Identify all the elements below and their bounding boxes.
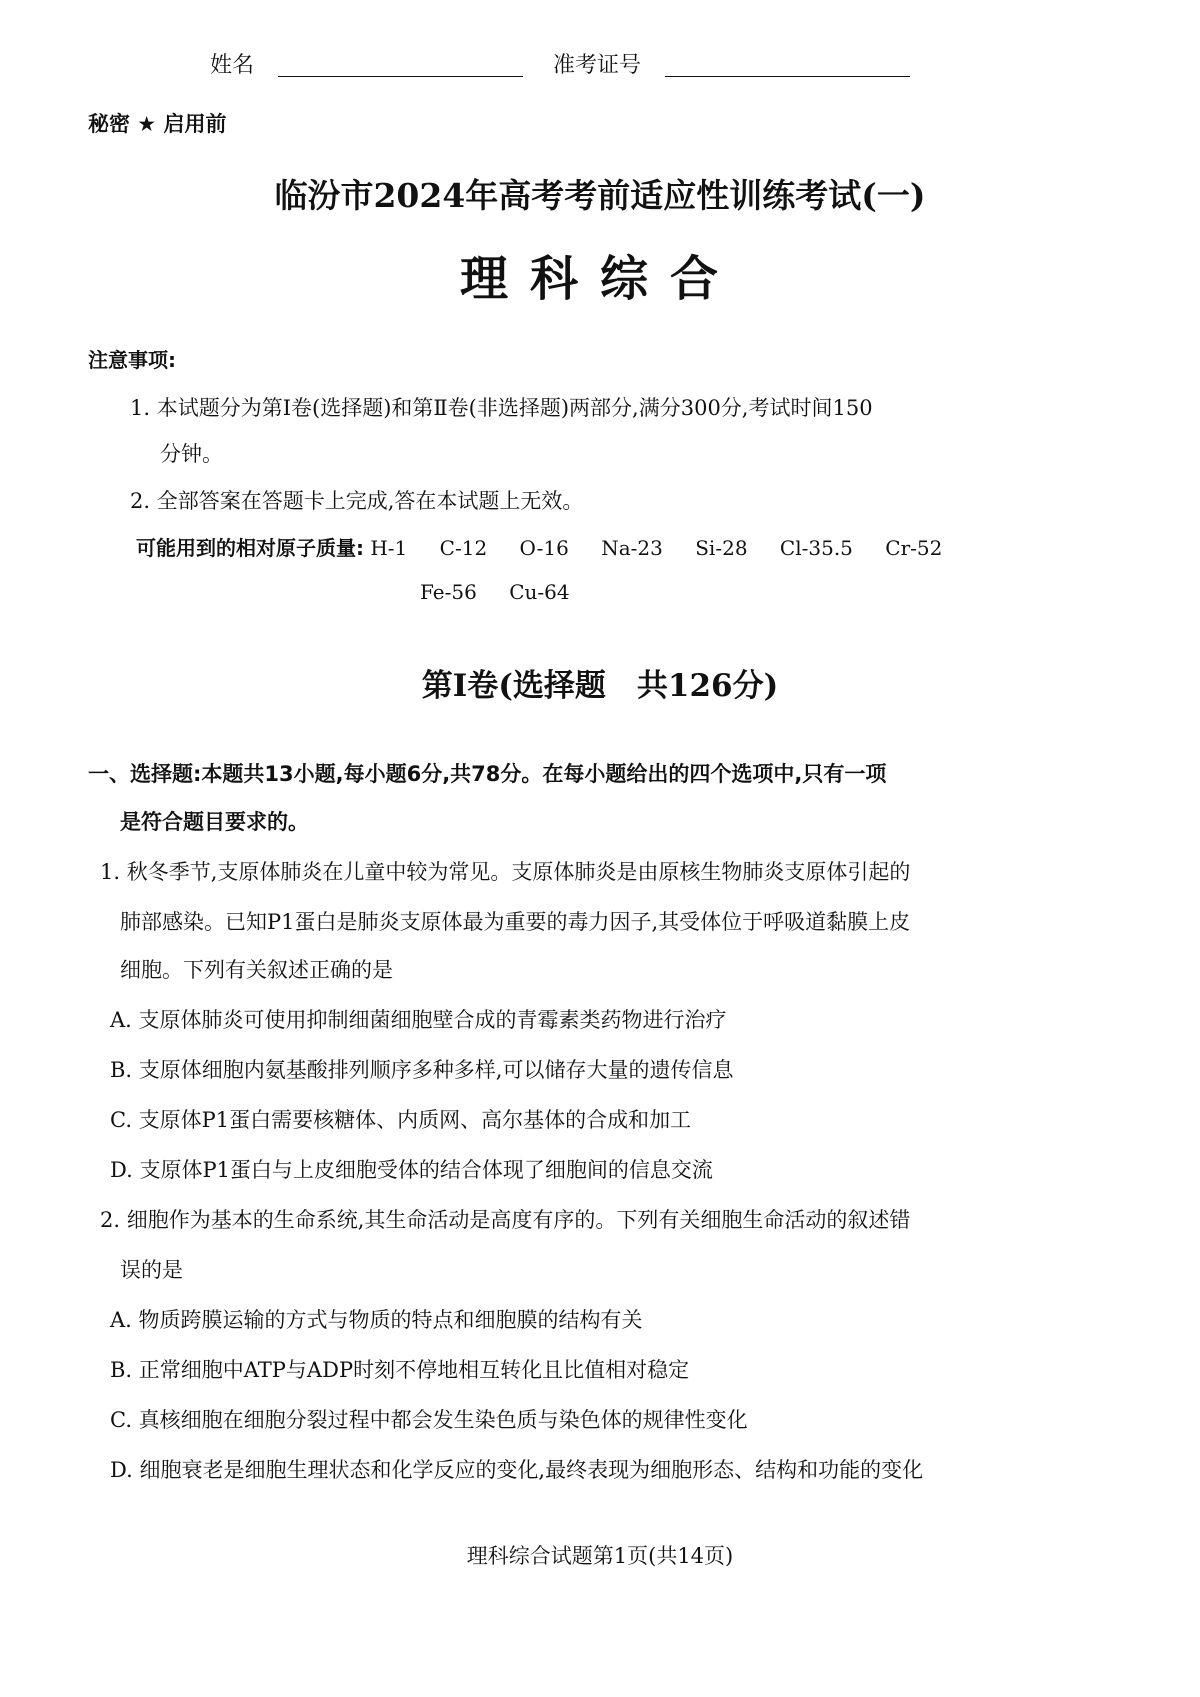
section-title: 第Ⅰ卷(选择题 共126分) — [421, 668, 779, 704]
exam-title: 临汾市2024年高考考前适应性训练考试(一) — [274, 176, 926, 215]
question-1-option-b: B. 支原体细胞内氨基酸排列顺序多种多样,可以储存大量的遗传信息 — [110, 1058, 734, 1082]
question-1-option-a: A. 支原体肺炎可使用抑制细菌细胞壁合成的青霉素类药物进行治疗 — [110, 1008, 727, 1032]
candidate-fields — [210, 48, 910, 79]
name-label: 姓名 — [210, 53, 255, 78]
question-2-stem-cont: 误的是 — [120, 1258, 183, 1282]
subject-title: 理科综合 — [459, 251, 740, 307]
atomic-mass: Cu-64 — [509, 580, 570, 604]
question-2-stem: 2. 细胞作为基本的生命系统,其生命活动是高度有序的。下列有关细胞生命活动的叙述错 — [100, 1208, 911, 1232]
note-item-1-cont: 分钟。 — [160, 442, 223, 466]
atomic-mass: O-16 — [519, 536, 569, 560]
notes-heading: 注意事项: — [88, 348, 176, 372]
atomic-mass: Fe-56 — [420, 580, 477, 604]
question-1-stem: 1. 秋冬季节,支原体肺炎在儿童中较为常见。支原体肺炎是由原核生物肺炎支原体引起的 — [100, 860, 911, 884]
page-footer: 理科综合试题第1页(共14页) — [466, 1544, 734, 1568]
name-field[interactable] — [278, 50, 523, 77]
exam-id-field[interactable] — [665, 50, 910, 77]
atomic-mass: Cr-52 — [885, 536, 943, 560]
question-1-option-c: C. 支原体P1蛋白需要核糖体、内质网、高尔基体的合成和加工 — [110, 1108, 692, 1132]
atomic-masses-row-2 — [420, 580, 596, 604]
note-item-1: 1. 本试题分为第Ⅰ卷(选择题)和第Ⅱ卷(非选择题)两部分,满分300分,考试时间150 — [130, 396, 873, 420]
part1-instruction: 一、选择题:本题共13小题,每小题6分,共78分。在每小题给出的四个选项中,只有一项 — [88, 762, 887, 786]
atomic-masses-label: 可能用到的相对原子质量: — [136, 536, 364, 560]
note-item-2: 2. 全部答案在答题卡上完成,答在本试题上无效。 — [130, 489, 584, 513]
atomic-mass: C-12 — [439, 536, 488, 560]
question-1-option-d: D. 支原体P1蛋白与上皮细胞受体的结合体现了细胞间的信息交流 — [110, 1158, 713, 1182]
question-2-option-d: D. 细胞衰老是细胞生理状态和化学反应的变化,最终表现为细胞形态、结构和功能的变化 — [110, 1458, 924, 1482]
question-1-stem-cont: 细胞。下列有关叙述正确的是 — [120, 958, 393, 982]
atomic-mass: Cl-35.5 — [779, 536, 853, 560]
question-2-option-c: C. 真核细胞在细胞分裂过程中都会发生染色质与染色体的规律性变化 — [110, 1408, 748, 1432]
question-2-option-a: A. 物质跨膜运输的方式与物质的特点和细胞膜的结构有关 — [110, 1308, 643, 1332]
part1-instruction-cont: 是符合题目要求的。 — [120, 810, 309, 834]
atomic-masses-row-1 — [136, 532, 968, 561]
exam-id-label: 准考证号 — [553, 53, 642, 78]
question-2-option-b: B. 正常细胞中ATP与ADP时刻不停地相互转化且比值相对稳定 — [110, 1358, 690, 1382]
question-1-stem-cont: 肺部感染。已知P1蛋白是肺炎支原体最为重要的毒力因子,其受体位于呼吸道黏膜上皮 — [120, 910, 911, 934]
atomic-mass: H-1 — [370, 536, 408, 560]
confidential-mark: 秘密 ★ 启用前 — [88, 112, 227, 136]
atomic-mass: Na-23 — [601, 536, 663, 560]
atomic-mass: Si-28 — [695, 536, 748, 560]
